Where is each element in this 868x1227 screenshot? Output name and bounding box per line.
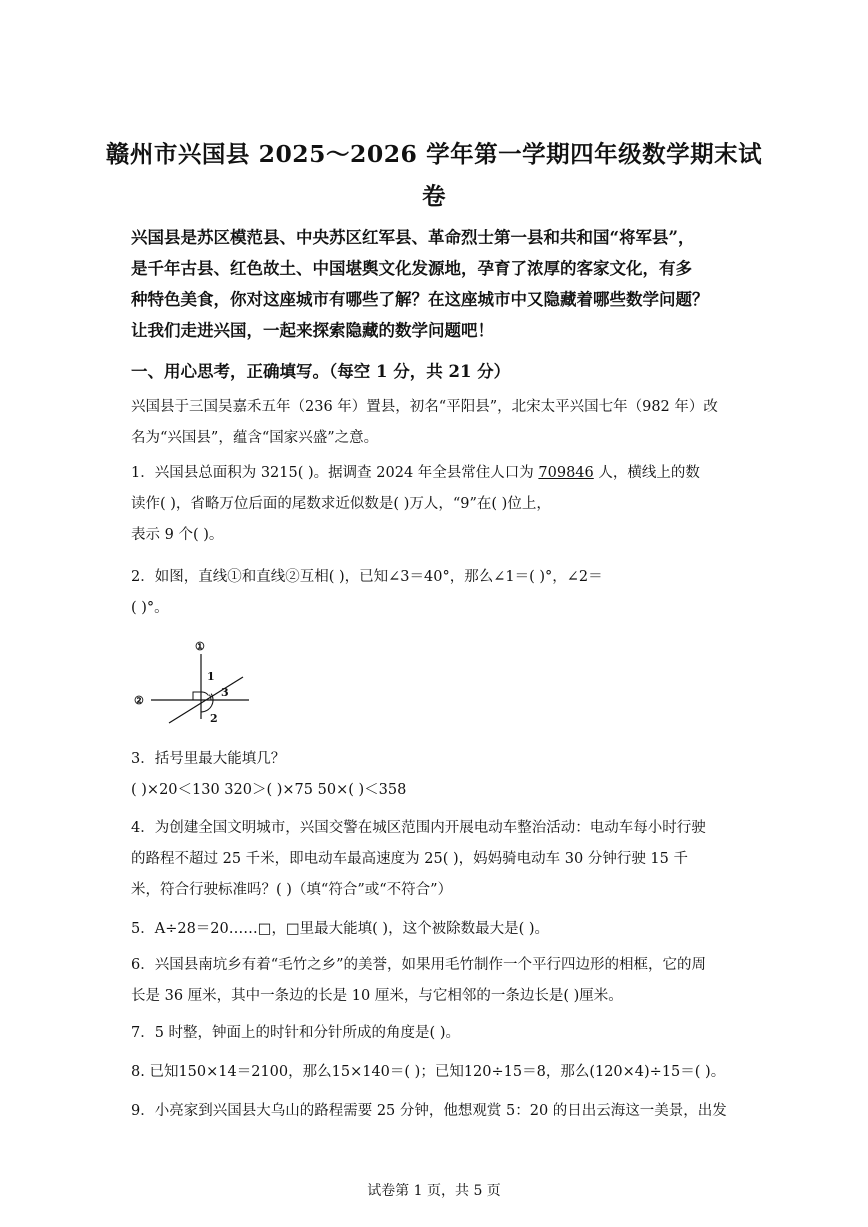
question-5 xyxy=(131,914,751,945)
question-line: ( )°。 xyxy=(131,600,169,616)
angle-diagram xyxy=(131,634,261,724)
intro-line: 让我们走进兴国，一起来探索隐藏的数学问题吧！ xyxy=(131,321,494,340)
angle-2-label: 2 xyxy=(210,712,218,725)
line-1-label: ① xyxy=(195,640,205,653)
question-3 xyxy=(131,744,751,806)
intro-paragraph xyxy=(131,222,756,346)
intro-line: 是千年古县、红色故土、中国堪舆文化发源地，孕育了浓厚的客家文化，有多 xyxy=(131,259,692,278)
intro-line: 种特色美食，你对这座城市有哪些了解？在这座城市中又隐藏着哪些数学问题？ xyxy=(131,290,709,309)
intersecting-lines-figure xyxy=(131,634,261,724)
question-line: 2．如图，直线①和直线②互相( )，已知∠3＝40°，那么∠1＝( )°，∠2＝ xyxy=(131,569,603,585)
background-line: 兴国县于三国吴嘉禾五年（236 年）置县，初名“平阳县”，北宋太平兴国七年（982 年）改 xyxy=(131,399,718,415)
question-line: 的路程不超过 25 千米，即电动车最高速度为 25( )，妈妈骑电动车 30 分钟行驶 15 千 xyxy=(131,851,688,867)
angle-1-arc xyxy=(201,692,209,696)
underlined-number: 709846 xyxy=(538,465,594,481)
background-paragraph xyxy=(131,392,751,454)
question-line: 7．5 时整，钟面上的时针和分针所成的角度是( )。 xyxy=(131,1025,460,1041)
page-title xyxy=(100,133,768,217)
question-7 xyxy=(131,1018,751,1049)
question-text: 人，横线上的数 xyxy=(593,465,700,481)
question-line xyxy=(131,458,751,489)
page-footer: 试卷第 1 页，共 5 页 xyxy=(367,1183,501,1199)
question-4 xyxy=(131,813,751,906)
question-line: 读作( )，省略万位后面的尾数求近似数是( )万人，“9”在( )位上， xyxy=(131,496,551,512)
question-6 xyxy=(131,950,751,1012)
question-8 xyxy=(131,1057,751,1088)
line-2-label: ② xyxy=(134,694,144,707)
background-line: 名为“兴国县”，蕴含“国家兴盛”之意。 xyxy=(131,430,379,446)
question-line: 6．兴国县南坑乡有着“毛竹之乡”的美誉，如果用毛竹制作一个平行四边形的相框，它的周 xyxy=(131,957,707,973)
intro-line: 兴国县是苏区模范县、中央苏区红军县、革命烈士第一县和共和国“将军县”， xyxy=(131,228,695,247)
section-heading: 一、用心思考，正确填写。（每空 1 分，共 21 分） xyxy=(131,362,511,381)
question-line: 8. 已知150×14＝2100，那么15×140＝( )；已知120÷15＝8，那么(120×4)÷15＝( )。 xyxy=(131,1064,726,1080)
title-line-2: 卷 xyxy=(422,182,446,210)
question-text: 1．兴国县总面积为 3215( )。据调查 2024 年全县常住人口为 xyxy=(131,465,539,481)
question-2 xyxy=(131,562,751,624)
question-line: ( )×20＜130 320＞( )×75 50×( )＜358 xyxy=(131,782,407,798)
question-9 xyxy=(131,1096,751,1127)
question-line: 长是 36 厘米，其中一条边的长是 10 厘米，与它相邻的一条边长是( )厘米。 xyxy=(131,988,623,1004)
title-line-1: 赣州市兴国县 2025～2026 学年第一学期四年级数学期末试 xyxy=(105,140,763,168)
question-line: 表示 9 个( )。 xyxy=(131,527,224,543)
question-line: 4．为创建全国文明城市，兴国交警在城区范围内开展电动车整治活动：电动车每小时行驶 xyxy=(131,820,706,836)
angle-1-label: 1 xyxy=(207,670,215,683)
question-1 xyxy=(131,458,751,551)
question-line: 米，符合行驶标准吗？( )（填“符合”或“不符合”） xyxy=(131,882,453,898)
question-line: 5．A÷28＝20……□，□里最大能填( )，这个被除数最大是( )。 xyxy=(131,921,549,937)
question-line: 9．小亮家到兴国县大乌山的路程需要 25 分钟，他想观赏 5：20 的日出云海这一美景，出发 xyxy=(131,1103,727,1119)
angle-3-label: 3 xyxy=(221,686,229,699)
right-angle-mark xyxy=(193,692,201,700)
question-line: 3．括号里最大能填几？ xyxy=(131,751,286,767)
